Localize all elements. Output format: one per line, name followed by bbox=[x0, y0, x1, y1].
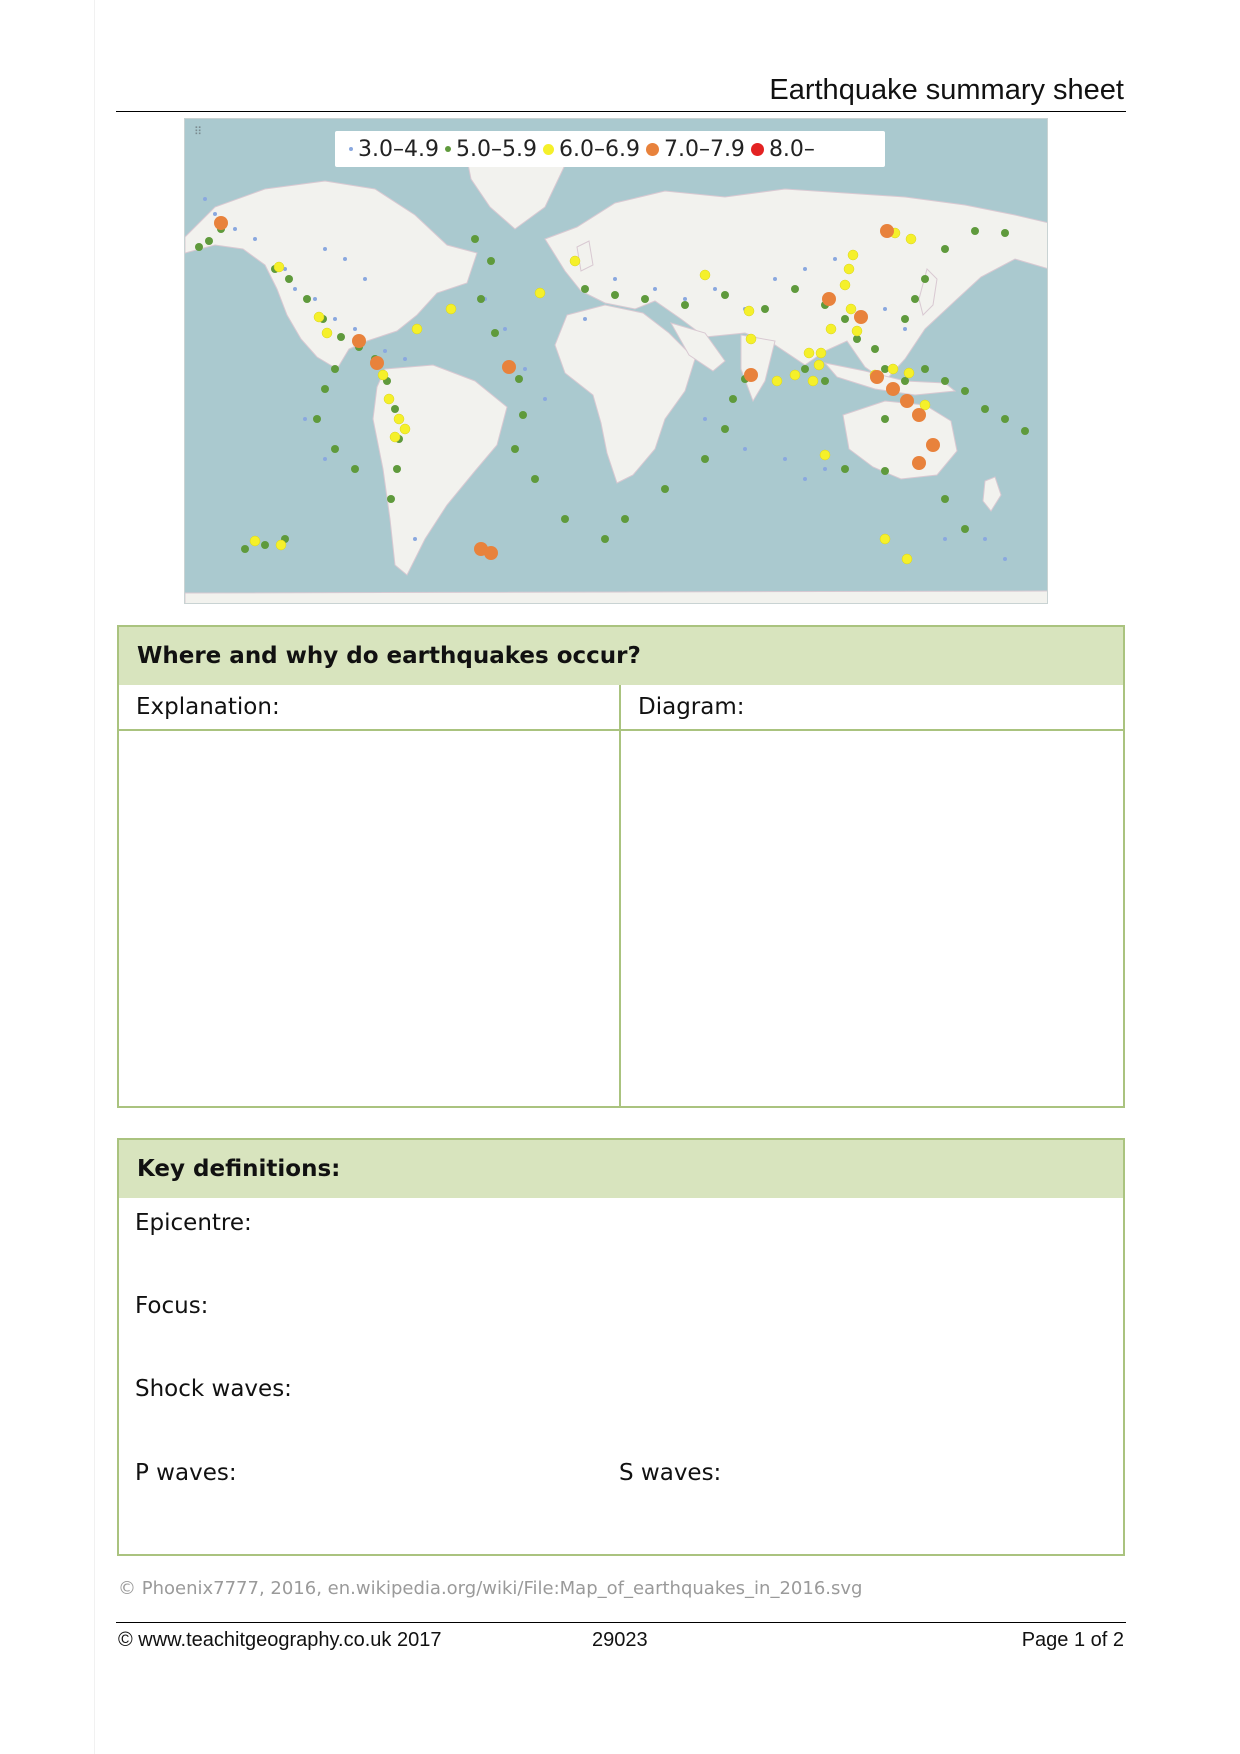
key-definitions-panel bbox=[117, 1138, 1125, 1556]
footer-page-number: Page 1 of 2 bbox=[1021, 1629, 1124, 1651]
p-waves-label: P waves: bbox=[135, 1460, 237, 1486]
world-map-graphic bbox=[185, 119, 1048, 604]
earthquake-map bbox=[184, 118, 1048, 604]
page-footer bbox=[116, 1622, 1126, 1662]
explanation-answer-area[interactable] bbox=[119, 731, 619, 1106]
page-header bbox=[116, 72, 1126, 112]
legend-item-5-5.9 bbox=[445, 137, 537, 162]
legend-swatch-medium bbox=[445, 146, 451, 152]
legend-item-8-plus bbox=[751, 137, 815, 162]
land-antarctica bbox=[185, 591, 1048, 604]
legend-item-3-4.9 bbox=[349, 137, 439, 162]
explanation-label: Explanation: bbox=[119, 685, 619, 731]
footer-code: 29023 bbox=[592, 1629, 648, 1651]
legend-swatch-small bbox=[349, 147, 353, 151]
footer-website: © www.teachitgeography.co.uk 2017 bbox=[118, 1629, 442, 1651]
legend-label: 5.0–5.9 bbox=[455, 136, 537, 162]
legend-label: 3.0–4.9 bbox=[358, 136, 439, 162]
where-why-columns bbox=[119, 685, 1123, 1106]
legend-swatch-strong bbox=[543, 144, 554, 155]
diagram-label: Diagram: bbox=[621, 685, 1123, 731]
map-legend bbox=[335, 131, 885, 167]
legend-label: 7.0–7.9 bbox=[663, 136, 745, 162]
land-africa bbox=[555, 305, 695, 483]
epicentre-label: Epicentre: bbox=[135, 1210, 252, 1236]
shock-waves-label: Shock waves: bbox=[135, 1376, 292, 1402]
page-title: Earthquake summary sheet bbox=[769, 74, 1124, 106]
legend-item-7-7.9 bbox=[646, 137, 745, 162]
s-waves-label: S waves: bbox=[619, 1460, 722, 1486]
image-credit: © Phoenix7777, 2016, en.wikipedia.org/wiki/File:Map_of_earthquakes_in_2016.svg bbox=[118, 1578, 863, 1599]
land-north-america bbox=[185, 181, 477, 369]
legend-label: 6.0–6.9 bbox=[558, 136, 640, 162]
legend-swatch-major bbox=[646, 143, 659, 156]
definitions-answer-area[interactable] bbox=[119, 1198, 1123, 1554]
legend-swatch-great bbox=[751, 143, 764, 156]
legend-label: 8.0– bbox=[768, 136, 815, 162]
focus-label: Focus: bbox=[135, 1293, 209, 1319]
land-new-zealand bbox=[983, 477, 1001, 511]
map-grip-icon: ⠿ bbox=[194, 125, 203, 138]
explanation-column bbox=[119, 685, 621, 1106]
diagram-column bbox=[621, 685, 1123, 1106]
where-why-panel bbox=[117, 625, 1125, 1108]
key-definitions-heading: Key definitions: bbox=[119, 1140, 1123, 1198]
diagram-answer-area[interactable] bbox=[621, 731, 1123, 1106]
where-why-heading: Where and why do earthquakes occur? bbox=[119, 627, 1123, 685]
page-margin-rule bbox=[94, 0, 95, 1754]
land-australia bbox=[843, 401, 957, 479]
legend-item-6-6.9 bbox=[543, 137, 640, 162]
